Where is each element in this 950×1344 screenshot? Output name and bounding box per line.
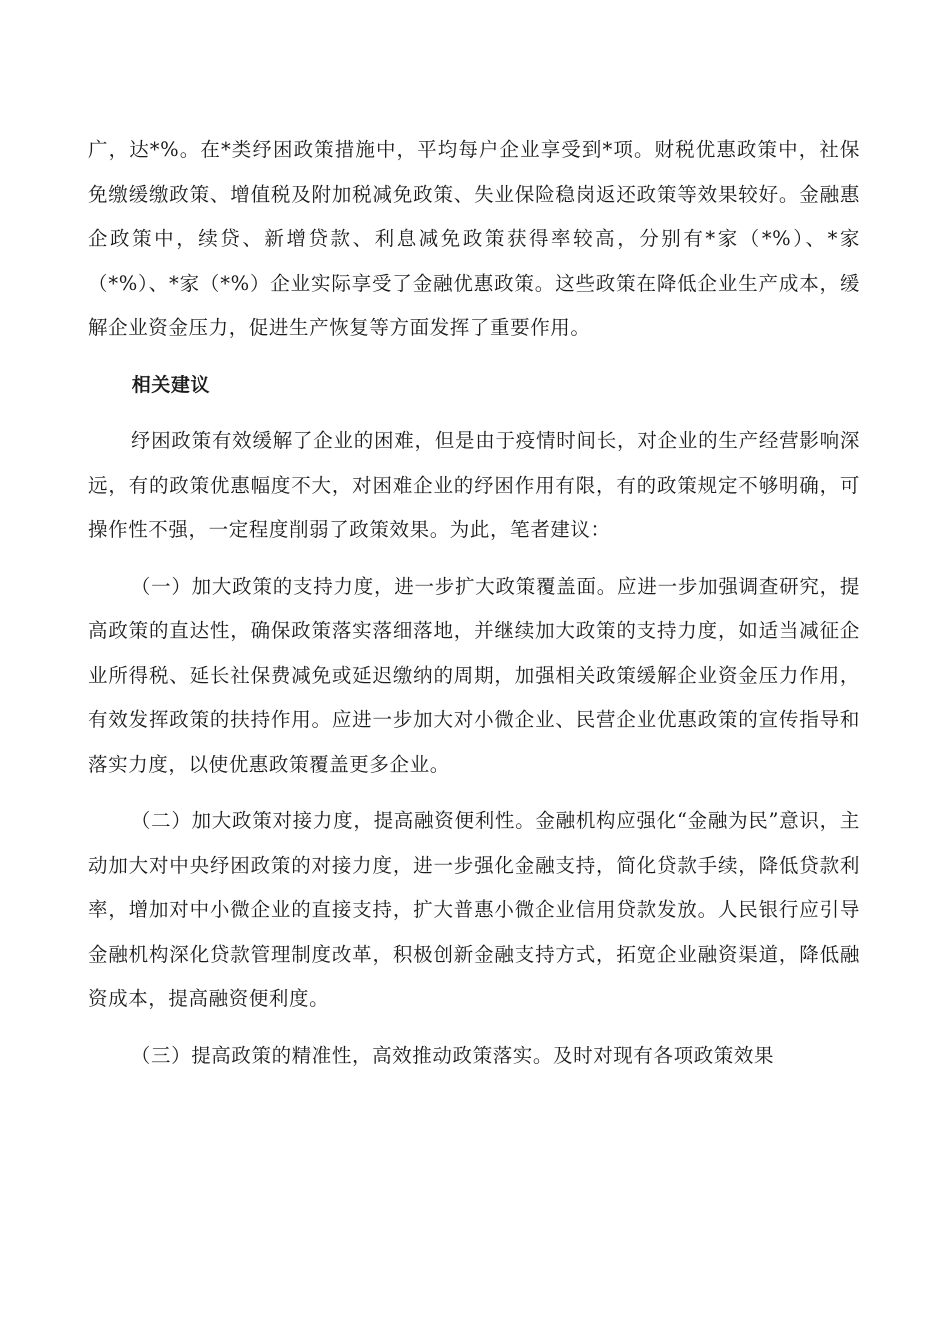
paragraph-recommendation-1: （一）加大政策的支持力度，进一步扩大政策覆盖面。应进一步加强调查研究，提高政策的直达性，确保政策落实落细落地，并继续加大政策的支持力度，如适当减征企业所得税、延长社保费减免或延迟缴纳的周期，加强相关政策缓解企业资金压力作用，有效发挥政策的扶持作用。应进一步加大对小微企业、民营企业优惠政策的宣传指导和落实力度，以使优惠政策覆盖更多企业。 — [88, 574, 860, 776]
paragraph-recommendation-3: （三）提高政策的精准性，高效推动政策落实。及时对现有各项政策效果 — [130, 1043, 775, 1067]
paragraph-policy-effects: 广，达*%。在*类纾困政策措施中，平均每户企业享受到*项。财税优惠政策中，社保免缴缓缴政策、增值税及附加税减免政策、失业保险稳岗返还政策等效果较好。金融惠企政策中，续贷、新增贷款、利息减免政策获得率较高，分别有*家（*%）、*家（*%）、*家（*%）企业实际享受了金融优惠政策。这些政策在降低企业生产成本，缓解企业资金压力，促进生产恢复等方面发挥了重要作用。 — [88, 138, 860, 339]
paragraph-intro: 纾困政策有效缓解了企业的困难，但是由于疫情时间长，对企业的生产经营影响深远，有的政策优惠幅度不大，对困难企业的纾困作用有限，有的政策规定不够明确，可操作性不强，一定程度削弱了政策效果。为此，笔者建议： — [88, 429, 860, 541]
section-heading: 相关建议 — [131, 373, 211, 396]
paragraph-recommendation-2: （二）加大政策对接力度，提高融资便利性。金融机构应强化“金融为民”意识，主动加大对中央纾困政策的对接力度，进一步强化金融支持，简化贷款手续，降低贷款利率，增加对中小微企业的直接支持，扩大普惠小微企业信用贷款发放。人民银行应引导金融机构深化贷款管理制度改革，积极创新金融支持方式，拓宽企业融资渠道，降低融资成本，提高融资便利度。 — [88, 809, 860, 1010]
